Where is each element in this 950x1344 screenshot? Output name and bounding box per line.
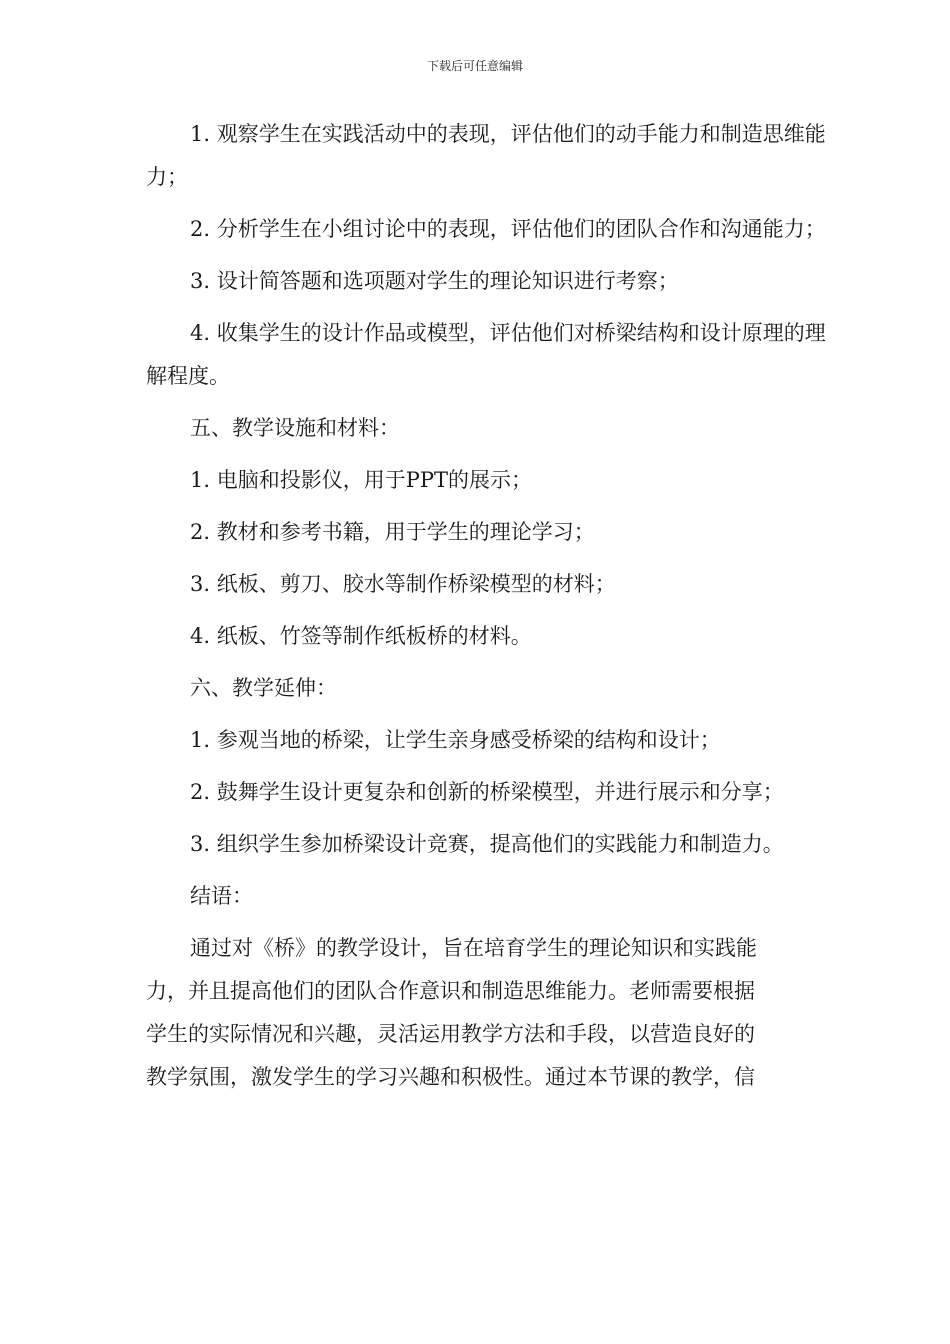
assessment-item-4: 4. 收集学生的设计作品或模型，评估他们对桥梁结构和设计原理的理解程度。 (146, 321, 826, 388)
extension-item-1: 1. 参观当地的桥梁，让学生亲身感受桥梁的结构和设计； (190, 728, 721, 752)
facilities-item-2: 2. 教材和参考书籍，用于学生的理论学习； (190, 520, 595, 544)
conclusion-heading: 结语： (190, 884, 253, 908)
facilities-item-3: 3. 纸板、剪刀、胶水等制作桥梁模型的材料； (190, 572, 616, 596)
extension-heading: 六、教学延伸： (190, 676, 337, 700)
facilities-item-1: 1. 电脑和投影仪，用于PPT的展示； (190, 468, 532, 492)
page-header: 下载后可任意编辑 (426, 59, 523, 73)
conclusion-line-1: 通过对《桥》的教学设计，旨在培育学生的理论知识和实践能 (190, 936, 757, 960)
facilities-item-4: 4. 纸板、竹签等制作纸板桥的材料。 (190, 624, 532, 648)
extension-item-2: 2. 鼓舞学生设计更复杂和创新的桥梁模型，并进行展示和分享； (190, 780, 784, 804)
conclusion-line-4: 教学氛围，激发学生的学习兴趣和积极性。通过本节课的教学，信 (146, 1065, 755, 1089)
document-body (146, 113, 826, 1099)
assessment-item-1: 1. 观察学生在实践活动中的表现，评估他们的动手能力和制造思维能力； (146, 122, 826, 189)
assessment-item-2: 2. 分析学生在小组讨论中的表现，评估他们的团队合作和沟通能力； (190, 217, 826, 241)
conclusion-line-2: 力，并且提高他们的团队合作意识和制造思维能力。老师需要根据 (146, 979, 755, 1003)
extension-item-3: 3. 组织学生参加桥梁设计竞赛，提高他们的实践能力和制造力。 (190, 832, 784, 856)
assessment-item-3: 3. 设计简答题和选项题对学生的理论知识进行考察； (190, 269, 679, 293)
conclusion-line-3: 学生的实际情况和兴趣，灵活运用教学方法和手段，以营造良好的 (146, 1022, 755, 1046)
conclusion-paragraph (146, 927, 826, 1099)
facilities-heading: 五、教学设施和材料： (190, 416, 400, 440)
